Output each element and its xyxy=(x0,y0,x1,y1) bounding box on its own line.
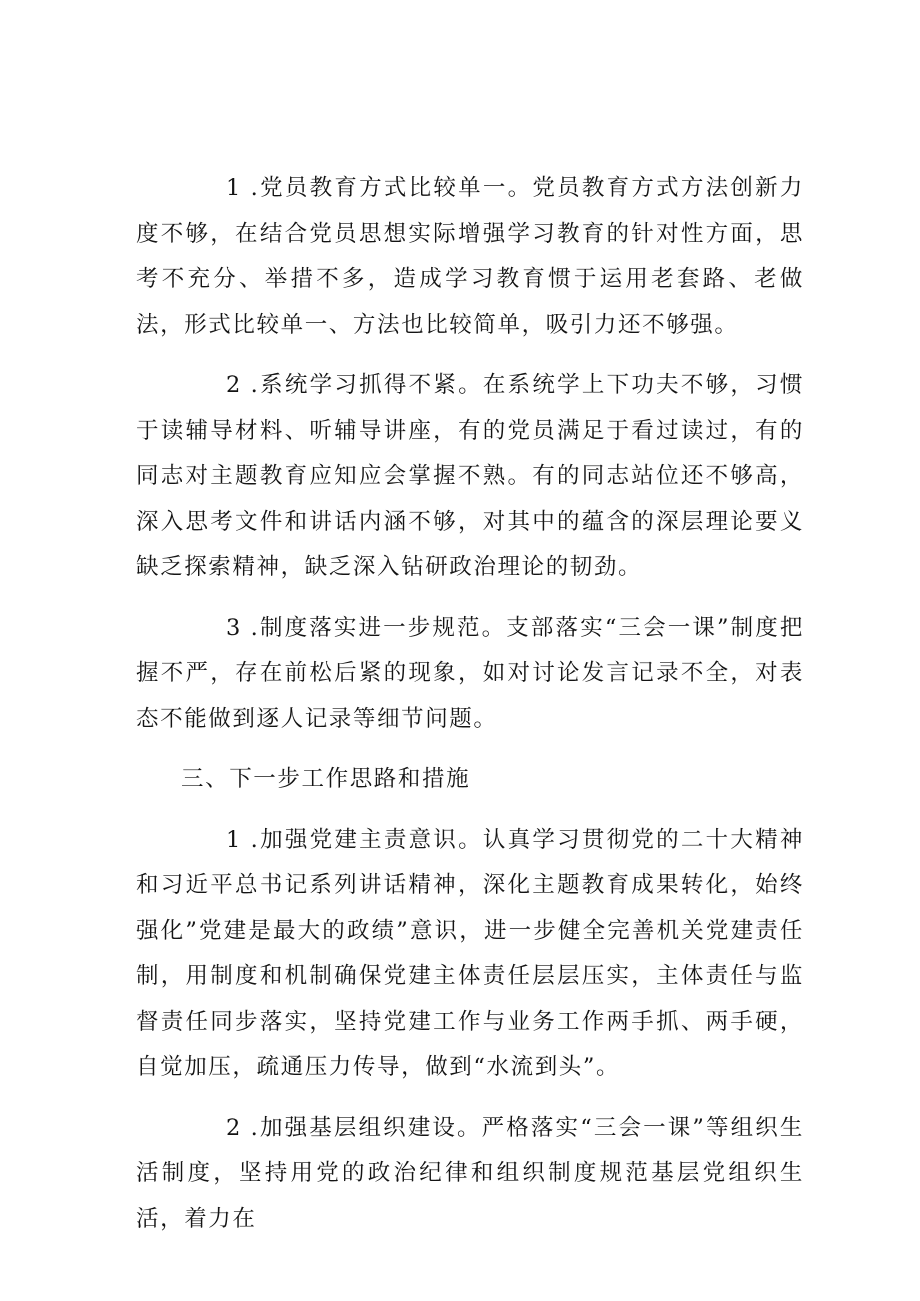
problem-paragraph-2 xyxy=(136,363,804,591)
paragraph-number: 3 . xyxy=(226,614,260,641)
measure-paragraph-2 xyxy=(136,1106,804,1243)
paragraph-number: 1 . xyxy=(226,175,260,201)
problem-paragraph-3 xyxy=(136,606,804,743)
paragraph-number: 1 . xyxy=(226,826,260,853)
measure-paragraph-1 xyxy=(136,818,804,1091)
paragraph-text: 党员教育方式比较单一。党员教育方式方法创新力度不够，在结合党员思想实际增强学习教育的针对性方面，思考不充分、举措不多，造成学习教育惯于运用老套路、老做法，形式比较单一、方法也比较简单，吸引力还不够强。 xyxy=(136,175,804,338)
problem-paragraph-1 xyxy=(136,166,804,348)
paragraph-text: 系统学习抓得不紧。在系统学上下功夫不够，习惯于读辅导材料、听辅导讲座，有的党员满足于看过读过，有的同志对主题教育应知应会掌握不熟。有的同志站位还不够高，深入思考文件和讲话内涵不够，对其中的蕴含的深层理论要义缺乏探索精神，缺乏深入钻研政治理论的韧劲。 xyxy=(136,372,804,580)
paragraph-text: 加强基层组织建设。严格落实“三会一课”等组织生活制度，坚持用党的政治纪律和组织制度规范基层党组织生活，着力在 xyxy=(136,1114,804,1232)
paragraph-text: 制度落实进一步规范。支部落实“三会一课”制度把握不严，存在前松后紧的现象，如对讨论发言记录不全，对表态不能做到逐人记录等细节问题。 xyxy=(136,614,804,732)
section-heading: 三、下一步工作思路和措施 xyxy=(181,766,471,792)
paragraph-number: 2 . xyxy=(226,372,260,398)
document-body xyxy=(136,166,804,1257)
paragraph-number: 2 . xyxy=(226,1114,260,1141)
paragraph-text: 加强党建主责意识。认真学习贯彻党的二十大精神和习近平总书记系列讲话精神，深化主题教育成果转化，始终强化”党建是最大的政绩”意识，进一步健全完善机关党建责任制，用制度和机制确保党建主体责任层层压实，主体责任与监督责任同步落实，坚持党建工作与业务工作两手抓、两手硬，自觉加压，疏通压力传导，做到“水流到头”。 xyxy=(136,826,804,1080)
